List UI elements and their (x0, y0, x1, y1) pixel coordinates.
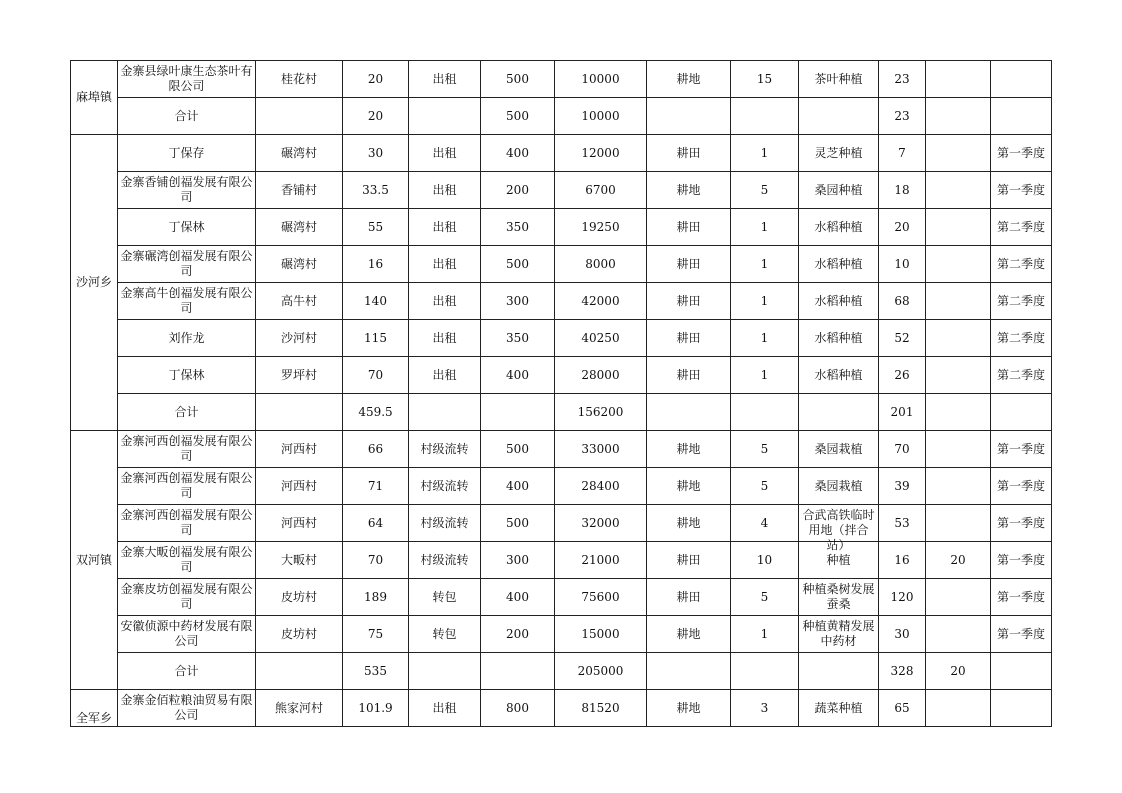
use-cell: 种植桑树发展蚕桑 (799, 579, 879, 616)
extra-cell (926, 616, 991, 653)
subtotal-village-cell (256, 98, 343, 135)
extra-cell (926, 283, 991, 320)
quarter-cell: 第二季度 (991, 320, 1052, 357)
area-cell: 20 (343, 61, 409, 98)
company-cell: 金寨皮坊创福发展有限公司 (118, 579, 256, 616)
use-cell: 水稻种植 (799, 357, 879, 394)
count-cell: 7 (879, 135, 926, 172)
years-cell: 10 (731, 542, 799, 579)
quarter-cell (991, 690, 1052, 727)
village-cell: 皮坊村 (256, 579, 343, 616)
land-type-cell: 耕田 (647, 283, 731, 320)
subtotal-extra-cell: 20 (926, 653, 991, 690)
village-cell: 碾湾村 (256, 135, 343, 172)
land-type-cell: 耕地 (647, 172, 731, 209)
subtotal-area-cell: 20 (343, 98, 409, 135)
town-cell: 沙河乡 (71, 135, 118, 431)
amount-cell: 40250 (555, 320, 647, 357)
extra-cell (926, 61, 991, 98)
amount-cell: 10000 (555, 61, 647, 98)
mode-cell: 出租 (409, 135, 481, 172)
use-cell: 水稻种植 (799, 209, 879, 246)
subtotal-label: 合计 (118, 653, 256, 690)
company-cell: 丁保林 (118, 357, 256, 394)
quarter-cell: 第一季度 (991, 431, 1052, 468)
quarter-cell: 第一季度 (991, 579, 1052, 616)
amount-cell: 21000 (555, 542, 647, 579)
amount-cell: 75600 (555, 579, 647, 616)
use-cell: 灵芝种植 (799, 135, 879, 172)
mode-cell: 村级流转 (409, 431, 481, 468)
quarter-cell (991, 61, 1052, 98)
subtotal-mode-cell (409, 98, 481, 135)
company-cell: 金寨金佰粒粮油贸易有限公司 (118, 690, 256, 727)
subtotal-mode-cell (409, 394, 481, 431)
use-cell: 种植黄精发展中药材 (799, 616, 879, 653)
years-cell: 5 (731, 579, 799, 616)
years-cell: 1 (731, 283, 799, 320)
price-cell: 500 (481, 61, 555, 98)
years-cell: 4 (731, 505, 799, 542)
land-type-cell: 耕地 (647, 61, 731, 98)
subtotal-extra-cell (926, 98, 991, 135)
quarter-cell: 第一季度 (991, 616, 1052, 653)
use-cell: 桑园栽植 (799, 431, 879, 468)
land-type-cell: 耕田 (647, 209, 731, 246)
mode-cell: 出租 (409, 357, 481, 394)
extra-cell (926, 209, 991, 246)
subtotal-row (71, 98, 1052, 135)
company-cell: 金寨县绿叶康生态茶叶有限公司 (118, 61, 256, 98)
extra-cell (926, 579, 991, 616)
quarter-cell: 第一季度 (991, 172, 1052, 209)
company-cell: 金寨大畈创福发展有限公司 (118, 542, 256, 579)
mode-cell: 出租 (409, 61, 481, 98)
table-row (71, 690, 1052, 727)
amount-cell: 12000 (555, 135, 647, 172)
use-cell: 水稻种植 (799, 320, 879, 357)
subtotal-count-cell: 328 (879, 653, 926, 690)
land-type-cell: 耕地 (647, 690, 731, 727)
area-cell: 115 (343, 320, 409, 357)
mode-cell: 出租 (409, 283, 481, 320)
extra-cell (926, 135, 991, 172)
extra-cell (926, 468, 991, 505)
count-cell: 68 (879, 283, 926, 320)
town-cell: 双河镇 (71, 431, 118, 690)
village-cell: 河西村 (256, 505, 343, 542)
area-cell: 75 (343, 616, 409, 653)
use-cell: 水稻种植 (799, 246, 879, 283)
area-cell: 70 (343, 542, 409, 579)
subtotal-row (71, 394, 1052, 431)
land-type-cell: 耕田 (647, 246, 731, 283)
mode-cell: 出租 (409, 246, 481, 283)
area-cell: 55 (343, 209, 409, 246)
quarter-cell: 第一季度 (991, 505, 1052, 542)
price-cell: 400 (481, 579, 555, 616)
village-cell: 河西村 (256, 468, 343, 505)
use-cell: 桑园栽植 (799, 468, 879, 505)
price-cell: 400 (481, 135, 555, 172)
village-cell: 香铺村 (256, 172, 343, 209)
village-cell: 河西村 (256, 431, 343, 468)
subtotal-amount-cell: 205000 (555, 653, 647, 690)
count-cell: 30 (879, 616, 926, 653)
table-body (71, 61, 1052, 727)
price-cell: 800 (481, 690, 555, 727)
amount-cell: 33000 (555, 431, 647, 468)
mode-cell: 出租 (409, 172, 481, 209)
use-cell: 种植 (799, 542, 879, 579)
area-cell: 33.5 (343, 172, 409, 209)
count-cell: 18 (879, 172, 926, 209)
area-cell: 71 (343, 468, 409, 505)
amount-cell: 28400 (555, 468, 647, 505)
table-row (71, 505, 1052, 542)
years-cell: 3 (731, 690, 799, 727)
subtotal-mode-cell (409, 653, 481, 690)
company-cell: 金寨香铺创福发展有限公司 (118, 172, 256, 209)
land-type-cell: 耕地 (647, 431, 731, 468)
use-cell: 水稻种植 (799, 283, 879, 320)
use-cell (799, 505, 879, 552)
extra-cell (926, 357, 991, 394)
subtotal-area-cell: 535 (343, 653, 409, 690)
land-transfer-table-container (70, 60, 1051, 725)
price-cell: 300 (481, 542, 555, 579)
village-cell: 罗坪村 (256, 357, 343, 394)
subtotal-use-cell (799, 98, 879, 135)
subtotal-land-type-cell (647, 394, 731, 431)
table-row (71, 209, 1052, 246)
amount-cell: 81520 (555, 690, 647, 727)
years-cell: 1 (731, 320, 799, 357)
quarter-cell: 第一季度 (991, 468, 1052, 505)
count-cell: 53 (879, 505, 926, 542)
quarter-cell: 第二季度 (991, 209, 1052, 246)
subtotal-count-cell: 201 (879, 394, 926, 431)
mode-cell: 转包 (409, 579, 481, 616)
subtotal-years-cell (731, 653, 799, 690)
land-transfer-table (70, 60, 1052, 727)
price-cell: 500 (481, 431, 555, 468)
land-type-cell: 耕地 (647, 616, 731, 653)
subtotal-land-type-cell (647, 98, 731, 135)
area-cell: 140 (343, 283, 409, 320)
subtotal-row (71, 653, 1052, 690)
years-cell: 1 (731, 616, 799, 653)
village-cell: 高牛村 (256, 283, 343, 320)
subtotal-village-cell (256, 394, 343, 431)
subtotal-years-cell (731, 394, 799, 431)
count-cell: 39 (879, 468, 926, 505)
area-cell: 101.9 (343, 690, 409, 727)
village-cell: 皮坊村 (256, 616, 343, 653)
years-cell: 1 (731, 209, 799, 246)
extra-cell (926, 690, 991, 727)
mode-cell: 村级流转 (409, 542, 481, 579)
area-cell: 16 (343, 246, 409, 283)
amount-cell: 8000 (555, 246, 647, 283)
mode-cell: 转包 (409, 616, 481, 653)
table-row (71, 246, 1052, 283)
extra-cell (926, 320, 991, 357)
extra-cell (926, 431, 991, 468)
price-cell: 400 (481, 468, 555, 505)
mode-cell: 村级流转 (409, 505, 481, 542)
price-cell: 300 (481, 283, 555, 320)
table-row (71, 579, 1052, 616)
company-cell: 金寨碾湾创福发展有限公司 (118, 246, 256, 283)
subtotal-amount-cell: 10000 (555, 98, 647, 135)
mode-cell: 出租 (409, 320, 481, 357)
subtotal-area-cell: 459.5 (343, 394, 409, 431)
land-type-cell: 耕田 (647, 357, 731, 394)
count-cell: 26 (879, 357, 926, 394)
count-cell: 10 (879, 246, 926, 283)
company-cell: 金寨河西创福发展有限公司 (118, 431, 256, 468)
count-cell: 120 (879, 579, 926, 616)
extra-cell (926, 505, 991, 542)
table-row (71, 135, 1052, 172)
table-row (71, 172, 1052, 209)
village-cell: 熊家河村 (256, 690, 343, 727)
years-cell: 5 (731, 172, 799, 209)
area-cell: 66 (343, 431, 409, 468)
price-cell: 350 (481, 209, 555, 246)
subtotal-label: 合计 (118, 98, 256, 135)
town-cell: 全军乡 (71, 690, 118, 727)
mode-cell: 村级流转 (409, 468, 481, 505)
quarter-cell: 第二季度 (991, 357, 1052, 394)
amount-cell: 32000 (555, 505, 647, 542)
extra-cell (926, 246, 991, 283)
land-type-cell: 耕地 (647, 505, 731, 542)
years-cell: 1 (731, 246, 799, 283)
use-cell: 蔬菜种植 (799, 690, 879, 727)
company-cell: 丁保林 (118, 209, 256, 246)
subtotal-quarter-cell (991, 653, 1052, 690)
subtotal-count-cell: 23 (879, 98, 926, 135)
amount-cell: 42000 (555, 283, 647, 320)
quarter-cell: 第一季度 (991, 542, 1052, 579)
company-cell: 金寨河西创福发展有限公司 (118, 505, 256, 542)
count-cell: 70 (879, 431, 926, 468)
subtotal-price-cell: 500 (481, 98, 555, 135)
price-cell: 350 (481, 320, 555, 357)
years-cell: 15 (731, 61, 799, 98)
years-cell: 5 (731, 468, 799, 505)
village-cell: 碾湾村 (256, 246, 343, 283)
subtotal-extra-cell (926, 394, 991, 431)
quarter-cell: 第一季度 (991, 135, 1052, 172)
area-cell: 70 (343, 357, 409, 394)
price-cell: 200 (481, 616, 555, 653)
amount-cell: 28000 (555, 357, 647, 394)
company-cell: 刘作龙 (118, 320, 256, 357)
area-cell: 189 (343, 579, 409, 616)
company-cell: 金寨河西创福发展有限公司 (118, 468, 256, 505)
count-cell: 23 (879, 61, 926, 98)
years-cell: 1 (731, 135, 799, 172)
count-cell: 65 (879, 690, 926, 727)
subtotal-amount-cell: 156200 (555, 394, 647, 431)
quarter-cell: 第二季度 (991, 246, 1052, 283)
land-type-cell: 耕田 (647, 320, 731, 357)
amount-cell: 6700 (555, 172, 647, 209)
table-row (71, 61, 1052, 98)
subtotal-village-cell (256, 653, 343, 690)
table-row (71, 542, 1052, 579)
subtotal-land-type-cell (647, 653, 731, 690)
table-row (71, 468, 1052, 505)
village-cell: 沙河村 (256, 320, 343, 357)
table-row (71, 283, 1052, 320)
subtotal-use-cell (799, 653, 879, 690)
subtotal-use-cell (799, 394, 879, 431)
table-row (71, 431, 1052, 468)
extra-cell: 20 (926, 542, 991, 579)
village-cell: 碾湾村 (256, 209, 343, 246)
land-type-cell: 耕田 (647, 579, 731, 616)
area-cell: 30 (343, 135, 409, 172)
land-type-cell: 耕地 (647, 468, 731, 505)
land-type-cell: 耕田 (647, 135, 731, 172)
village-cell: 大畈村 (256, 542, 343, 579)
count-cell: 16 (879, 542, 926, 579)
subtotal-years-cell (731, 98, 799, 135)
company-cell: 丁保存 (118, 135, 256, 172)
use-cell: 茶叶种植 (799, 61, 879, 98)
subtotal-quarter-cell (991, 98, 1052, 135)
subtotal-price-cell (481, 394, 555, 431)
company-cell: 金寨高牛创福发展有限公司 (118, 283, 256, 320)
area-cell: 64 (343, 505, 409, 542)
subtotal-quarter-cell (991, 394, 1052, 431)
count-cell: 52 (879, 320, 926, 357)
price-cell: 200 (481, 172, 555, 209)
amount-cell: 15000 (555, 616, 647, 653)
quarter-cell: 第二季度 (991, 283, 1052, 320)
years-cell: 5 (731, 431, 799, 468)
extra-cell (926, 172, 991, 209)
price-cell: 400 (481, 357, 555, 394)
subtotal-label: 合计 (118, 394, 256, 431)
use-text: 合武高铁临时用地（拌合站） (802, 508, 875, 552)
use-cell: 桑园种植 (799, 172, 879, 209)
mode-cell: 出租 (409, 209, 481, 246)
count-cell: 20 (879, 209, 926, 246)
village-cell: 桂花村 (256, 61, 343, 98)
mode-cell: 出租 (409, 690, 481, 727)
table-row (71, 357, 1052, 394)
land-type-cell: 耕田 (647, 542, 731, 579)
price-cell: 500 (481, 246, 555, 283)
company-cell: 安徽侦源中药材发展有限公司 (118, 616, 256, 653)
table-row (71, 616, 1052, 653)
subtotal-price-cell (481, 653, 555, 690)
amount-cell: 19250 (555, 209, 647, 246)
years-cell: 1 (731, 357, 799, 394)
town-cell: 麻埠镇 (71, 61, 118, 135)
price-cell: 500 (481, 505, 555, 542)
table-row (71, 320, 1052, 357)
